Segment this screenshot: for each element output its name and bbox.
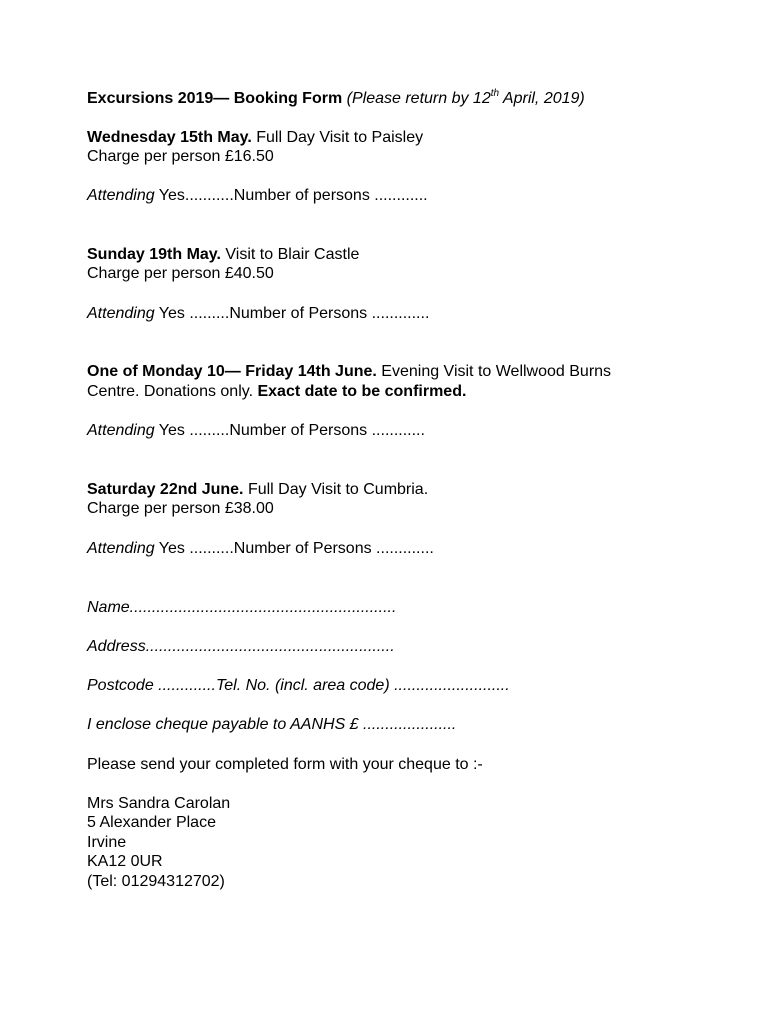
return-note bbox=[346, 87, 585, 107]
excursion-3-description-line2 bbox=[87, 382, 466, 402]
excursion-2-description: Visit to Blair Castle bbox=[220, 246, 360, 263]
excursion-4-charge: Charge per person £38.00 bbox=[87, 500, 274, 517]
excursion-2-charge: Charge per person £40.50 bbox=[87, 265, 274, 282]
return-note-sup: th bbox=[490, 87, 500, 99]
excursion-1-description: Full Day Visit to Paisley bbox=[251, 129, 424, 146]
excursion-3-attending-field[interactable]: Yes .........Number of Persons ............ bbox=[154, 422, 425, 439]
excursion-1-attending-field[interactable]: Yes...........Number of persons ............ bbox=[154, 187, 428, 204]
excursion-3-description: Evening Visit to Wellwood Burns bbox=[376, 363, 612, 380]
contact-postcode: KA12 0UR bbox=[87, 853, 163, 870]
excursion-2-heading bbox=[87, 245, 359, 265]
return-note-date: April, 2019) bbox=[499, 90, 585, 107]
contact-town: Irvine bbox=[87, 834, 127, 851]
excursion-4-attending-field[interactable]: Yes ..........Number of Persons ............. bbox=[154, 540, 434, 557]
send-instructions: Please send your completed form with your cheque to :- bbox=[87, 756, 483, 773]
excursion-1-heading bbox=[87, 128, 423, 148]
excursion-3-donations: Centre. Donations only. bbox=[87, 383, 258, 400]
excursion-4-description: Full Day Visit to Cumbria. bbox=[243, 481, 429, 498]
excursion-3-heading bbox=[87, 362, 611, 382]
excursion-3-date-note: Exact date to be confirmed. bbox=[257, 383, 467, 400]
excursion-3-attending-label: Attending bbox=[87, 422, 155, 439]
excursion-1-title: Wednesday 15th May. bbox=[87, 129, 252, 146]
excursion-2-attending bbox=[87, 304, 429, 324]
return-note-text: (Please return by 12 bbox=[346, 90, 491, 107]
form-header bbox=[87, 89, 585, 109]
excursion-4-heading bbox=[87, 480, 428, 500]
contact-street: 5 Alexander Place bbox=[87, 814, 216, 831]
excursion-1-attending bbox=[87, 186, 428, 206]
excursion-1-attending-label: Attending bbox=[87, 187, 155, 204]
excursion-2-title: Sunday 19th May. bbox=[87, 246, 221, 263]
excursion-4-title: Saturday 22nd June. bbox=[87, 481, 244, 498]
name-field[interactable]: Name............................................................ bbox=[87, 599, 397, 616]
excursion-2-attending-field[interactable]: Yes .........Number of Persons ............. bbox=[154, 305, 430, 322]
excursion-3-title: One of Monday 10— Friday 14th June. bbox=[87, 363, 377, 380]
cheque-field[interactable]: I enclose cheque payable to AANHS £ ..................... bbox=[87, 716, 457, 733]
postcode-tel-field[interactable]: Postcode .............Tel. No. (incl. area code) .......................... bbox=[87, 677, 510, 694]
contact-tel: (Tel: 01294312702) bbox=[87, 873, 225, 890]
excursion-2-attending-label: Attending bbox=[87, 305, 155, 322]
excursion-4-attending-label: Attending bbox=[87, 540, 155, 557]
contact-name: Mrs Sandra Carolan bbox=[87, 795, 231, 812]
excursion-1-charge: Charge per person £16.50 bbox=[87, 148, 274, 165]
excursion-4-attending bbox=[87, 539, 434, 559]
excursion-3-attending bbox=[87, 421, 425, 441]
form-title: Excursions 2019— Booking Form bbox=[87, 90, 343, 107]
address-field[interactable]: Address........................................................ bbox=[87, 638, 395, 655]
